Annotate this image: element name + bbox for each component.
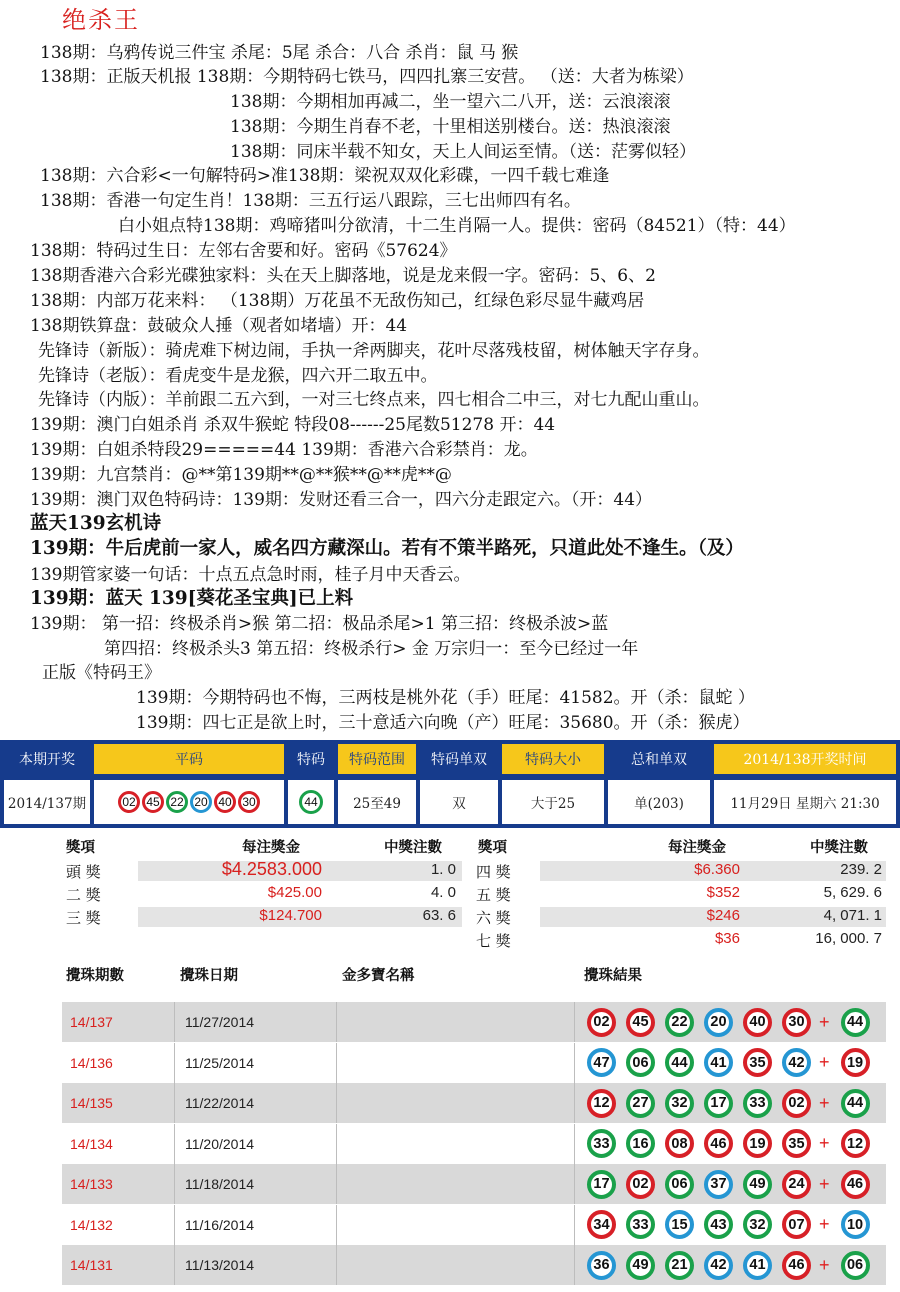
number-ball: 33 <box>743 1089 772 1118</box>
number-ball: 46 <box>841 1170 870 1199</box>
draw-result-balls <box>582 1164 875 1204</box>
special-odd-even: 双 <box>420 780 498 824</box>
prediction-line: 138期：同床半载不知女，天上人间运至情。（送：茫雾似轻） <box>230 142 696 162</box>
number-ball: 37 <box>704 1170 733 1199</box>
number-ball: 17 <box>587 1170 616 1199</box>
draw-date: 11/16/2014 <box>185 1216 255 1233</box>
number-ball: 46 <box>704 1129 733 1158</box>
prize-name: 五 獎 <box>476 886 511 904</box>
number-ball: 06 <box>841 1251 870 1280</box>
number-ball: 44 <box>841 1008 870 1037</box>
history-row <box>62 1043 886 1083</box>
draw-date: 11/13/2014 <box>185 1257 255 1273</box>
header-special-range: 特码范围 <box>338 744 416 774</box>
draw-result-balls <box>582 1205 875 1245</box>
column-divider <box>336 1124 337 1164</box>
prize-row <box>62 906 462 928</box>
number-ball: 46 <box>782 1251 811 1280</box>
number-ball: 34 <box>587 1210 616 1239</box>
header-sum-odd-even: 总和单双 <box>608 744 710 774</box>
number-ball: 22 <box>166 791 188 813</box>
history-row <box>62 1002 886 1042</box>
next-draw-time: 11月29日 星期六 21:30 <box>714 780 896 824</box>
special-number <box>288 780 334 824</box>
prize-header-amount: 每注獎金 <box>668 839 726 856</box>
prediction-line: 138期：正版天机报 138期：今期特码七铁马，四四扎寨三安营。 （送：大者为栋梁） <box>40 67 694 87</box>
prize-row <box>472 883 886 905</box>
draw-issue: 14/136 <box>70 1054 113 1071</box>
prize-header-count: 中獎注數 <box>384 839 442 856</box>
prize-row <box>62 883 462 905</box>
history-row <box>62 1164 886 1204</box>
number-ball: 20 <box>190 791 212 813</box>
column-divider <box>574 1043 575 1083</box>
prediction-line: 138期香港六合彩光碟独家料：头在天上脚落地，说是龙来假一字。密码：5、6、2 <box>30 266 656 286</box>
prize-name: 四 獎 <box>476 863 511 881</box>
prize-amount: $124.700 <box>259 907 322 924</box>
column-divider <box>574 1124 575 1164</box>
prize-name: 三 獎 <box>66 909 101 927</box>
prediction-line: 先锋诗（新版）：骑虎难下树边闹，手执一斧两脚夹，花叶尽落残枝留，树体触天字存身。 <box>38 341 710 361</box>
prize-name: 七 獎 <box>476 932 511 950</box>
prediction-line: 先锋诗（老版）：看虎变牛是龙猴，四六开二取五中。 <box>38 366 438 386</box>
sum-odd-even: 单(203) <box>608 780 710 824</box>
prediction-line: 139期：牛后虎前一家人，威名四方藏深山。若有不策半路死，只道此处不逢生。（及） <box>30 538 744 559</box>
column-divider <box>574 1164 575 1204</box>
number-ball: 21 <box>665 1251 694 1280</box>
draw-result-balls <box>582 1043 875 1083</box>
draw-result-balls <box>582 1002 875 1042</box>
prediction-line: 白小姐点特138期：鸡啼猪叫分欲清，十二生肖隔一人。提供：密码（84521）（特：44） <box>118 216 796 236</box>
prediction-line: 139期：四七正是欲上时，三十意适六向晚（产）旺尾：35680。开（杀：猴虎） <box>136 713 750 733</box>
prediction-line: 139期： 第一招：终极杀肖>猴 第二招：极品杀尾>1 第三招：终极杀波>蓝 <box>30 614 609 634</box>
number-ball: 24 <box>782 1170 811 1199</box>
number-ball: 08 <box>665 1129 694 1158</box>
column-divider <box>174 1043 175 1083</box>
plus-sign: + <box>819 1173 830 1194</box>
prize-amount: $246 <box>706 907 740 924</box>
number-ball: 41 <box>704 1048 733 1077</box>
column-divider <box>174 1124 175 1164</box>
prediction-line: 139期：今期特码也不悔，三两枝是桃外花（手）旺尾：41582。开（杀：鼠蛇 ） <box>136 688 755 708</box>
number-ball: 20 <box>704 1008 733 1037</box>
number-ball: 44 <box>299 790 323 814</box>
column-divider <box>336 1245 337 1285</box>
column-divider <box>174 1164 175 1204</box>
draw-date: 11/18/2014 <box>185 1176 255 1192</box>
prize-amount: $6.360 <box>694 861 740 878</box>
number-ball: 02 <box>118 791 140 813</box>
draw-issue: 14/134 <box>70 1135 113 1152</box>
number-ball: 12 <box>587 1089 616 1118</box>
plus-sign: + <box>819 1052 830 1072</box>
column-divider <box>174 1002 175 1042</box>
column-divider <box>574 1083 575 1123</box>
number-ball: 42 <box>704 1251 733 1280</box>
prize-row <box>472 906 886 928</box>
header-special-big-small: 特码大小 <box>502 744 604 774</box>
header-special-odd-even: 特码单双 <box>420 744 498 774</box>
prediction-line: 139期：蓝天 139[葵花圣宝典]已上料 <box>30 588 354 609</box>
prize-count: 4, 071. 1 <box>823 907 882 924</box>
number-ball: 06 <box>626 1048 655 1077</box>
number-ball: 45 <box>626 1008 655 1037</box>
prediction-line: 正版《特码王》 <box>42 663 161 683</box>
number-ball: 15 <box>665 1210 694 1239</box>
number-ball: 22 <box>665 1008 694 1037</box>
special-range: 25至49 <box>338 780 416 824</box>
prize-count: 63. 6 <box>422 907 456 924</box>
prediction-line: 138期：内部万花来料： （138期）万花虽不无敌伤知己，红绿色彩尽显牛藏鸡居 <box>30 291 645 311</box>
column-divider <box>574 1245 575 1285</box>
prize-header-name: 獎項 <box>478 839 507 856</box>
header-special-number: 特码 <box>288 744 334 774</box>
number-ball: 12 <box>841 1129 870 1158</box>
prize-amount: $4.2583.000 <box>221 859 322 879</box>
number-ball: 19 <box>743 1129 772 1158</box>
prediction-line: 第四招：终极杀头3 第五招：终极杀行> 金 万宗归一：至今已经过一年 <box>104 639 639 659</box>
prediction-line: 138期铁算盘：鼓破众人捶（观者如堵墙）开：44 <box>30 316 408 336</box>
prize-header-amount: 每注獎金 <box>242 839 300 856</box>
prediction-line: 138期：今期相加再减二，坐一望六二八开，送：云浪滚滚 <box>230 92 671 112</box>
prediction-line: 先锋诗（内版）：羊前跟二五六到，一对三七终点来，四七相合二中三，对七九配山重山。 <box>38 390 710 410</box>
number-ball: 17 <box>704 1089 733 1118</box>
number-ball: 02 <box>782 1089 811 1118</box>
number-ball: 49 <box>626 1251 655 1280</box>
prediction-line: 139期：九宫禁肖：@**第139期**@**猴**@**虎**@ <box>30 465 452 485</box>
prize-amount: $352 <box>706 884 740 901</box>
number-ball: 30 <box>782 1008 811 1037</box>
number-ball: 40 <box>743 1008 772 1037</box>
number-ball: 33 <box>626 1210 655 1239</box>
column-divider <box>336 1002 337 1042</box>
prize-name: 頭 獎 <box>66 863 101 881</box>
column-divider <box>336 1083 337 1123</box>
history-row <box>62 1245 886 1285</box>
draw-issue: 14/135 <box>70 1095 113 1111</box>
history-row <box>62 1205 886 1245</box>
prize-count: 4. 0 <box>430 884 456 901</box>
history-header-result: 攪珠結果 <box>584 967 642 984</box>
number-ball: 32 <box>743 1210 772 1239</box>
number-ball: 35 <box>782 1129 811 1158</box>
number-ball: 10 <box>841 1210 870 1239</box>
number-ball: 47 <box>587 1048 616 1077</box>
prize-count: 239. 2 <box>840 861 882 878</box>
number-ball: 44 <box>841 1089 870 1118</box>
plus-sign: + <box>819 1254 830 1275</box>
prediction-line: 139期：澳门双色特码诗：139期：发财还看三合一，四六分走跟定六。（开：44） <box>30 490 653 510</box>
prize-amount: $425.00 <box>267 884 322 901</box>
prize-name: 六 獎 <box>476 909 511 927</box>
number-ball: 33 <box>587 1129 616 1158</box>
prediction-line: 139期管家婆一句话：十点五点急时雨，桂子月中天香云。 <box>30 565 471 585</box>
column-divider <box>336 1205 337 1245</box>
number-ball: 44 <box>665 1048 694 1077</box>
current-draw-result-bar <box>0 740 900 828</box>
draw-result-balls <box>582 1124 875 1164</box>
prize-name: 二 獎 <box>66 886 101 904</box>
number-ball: 02 <box>626 1170 655 1199</box>
column-divider <box>336 1043 337 1083</box>
plus-sign: + <box>819 1011 830 1032</box>
prize-amount: $36 <box>714 930 740 947</box>
plus-sign: + <box>819 1133 830 1153</box>
column-divider <box>574 1002 575 1042</box>
column-divider <box>174 1083 175 1123</box>
number-ball: 32 <box>665 1089 694 1118</box>
prediction-line: 138期：六合彩<一句解特码>准138期：梁祝双双化彩碟，一四千载七难逢 <box>40 166 610 186</box>
number-ball: 40 <box>214 791 236 813</box>
prize-table-left <box>62 836 462 960</box>
prize-count: 16, 000. 7 <box>815 930 882 947</box>
history-header-issue: 攪珠期數 <box>66 967 124 984</box>
number-ball: 07 <box>782 1210 811 1239</box>
prediction-line: 蓝天139玄机诗 <box>30 513 162 534</box>
number-ball: 06 <box>665 1170 694 1199</box>
number-ball: 30 <box>238 791 260 813</box>
prize-row <box>62 860 462 882</box>
draw-date: 11/20/2014 <box>185 1135 255 1152</box>
prediction-line: 139期：澳门白姐杀肖 杀双牛猴蛇 特段08------25尾数51278 开：44 <box>30 415 556 435</box>
draw-result-balls <box>582 1245 875 1285</box>
plus-sign: + <box>819 1092 830 1113</box>
prize-table-right <box>472 836 886 960</box>
number-ball: 45 <box>142 791 164 813</box>
draw-issue: 14/137 <box>70 1014 113 1030</box>
prize-header-count: 中獎注數 <box>810 839 868 856</box>
prize-row <box>472 860 886 882</box>
history-header-name: 金多寶名稱 <box>342 967 415 984</box>
column-divider <box>336 1164 337 1204</box>
number-ball: 36 <box>587 1251 616 1280</box>
draw-issue: 14/131 <box>70 1257 113 1273</box>
page-title: 绝杀王 <box>62 6 140 34</box>
number-ball: 27 <box>626 1089 655 1118</box>
history-row <box>62 1124 886 1164</box>
column-divider <box>574 1205 575 1245</box>
draw-issue: 14/132 <box>70 1216 113 1233</box>
prize-count: 5, 629. 6 <box>823 884 882 901</box>
normal-numbers <box>94 780 284 824</box>
special-big-small: 大于25 <box>502 780 604 824</box>
draw-date: 11/27/2014 <box>185 1014 255 1030</box>
prize-count: 1. 0 <box>430 861 456 878</box>
column-divider <box>174 1205 175 1245</box>
number-ball: 19 <box>841 1048 870 1077</box>
number-ball: 35 <box>743 1048 772 1077</box>
draw-date: 11/25/2014 <box>185 1054 255 1071</box>
header-next-draw-time: 2014/138开奖时间 <box>714 744 896 774</box>
number-ball: 49 <box>743 1170 772 1199</box>
draw-result-balls <box>582 1083 875 1123</box>
plus-sign: + <box>819 1214 830 1234</box>
prediction-line: 138期：乌鸦传说三件宝 杀尾：5尾 杀合：八合 杀肖：鼠 马 猴 <box>40 43 519 63</box>
number-ball: 02 <box>587 1008 616 1037</box>
history-header-date: 攪珠日期 <box>180 967 238 984</box>
draw-issue: 14/133 <box>70 1176 113 1192</box>
prediction-line: 138期：今期生肖春不老，十里相送别楼台。送：热浪滚滚 <box>230 117 671 137</box>
draw-issue: 2014/137期 <box>4 780 90 824</box>
draw-date: 11/22/2014 <box>185 1095 255 1111</box>
column-divider <box>174 1245 175 1285</box>
header-current-draw: 本期开奖 <box>4 744 90 774</box>
prize-row <box>472 929 886 951</box>
number-ball: 41 <box>743 1251 772 1280</box>
number-ball: 42 <box>782 1048 811 1077</box>
prediction-line: 138期：特码过生日：左邻右舍要和好。密码《57624》 <box>30 241 457 261</box>
header-normal-numbers: 平码 <box>94 744 284 774</box>
number-ball: 16 <box>626 1129 655 1158</box>
prediction-line: 138期：香港一句定生肖！138期：三五行运八跟踪，三七出师四有名。 <box>40 191 581 211</box>
number-ball: 43 <box>704 1210 733 1239</box>
prize-header-name: 獎項 <box>66 839 95 856</box>
history-row <box>62 1083 886 1123</box>
prediction-line: 139期：白姐杀特段29=====44 139期：香港六合彩禁肖：龙。 <box>30 440 538 460</box>
